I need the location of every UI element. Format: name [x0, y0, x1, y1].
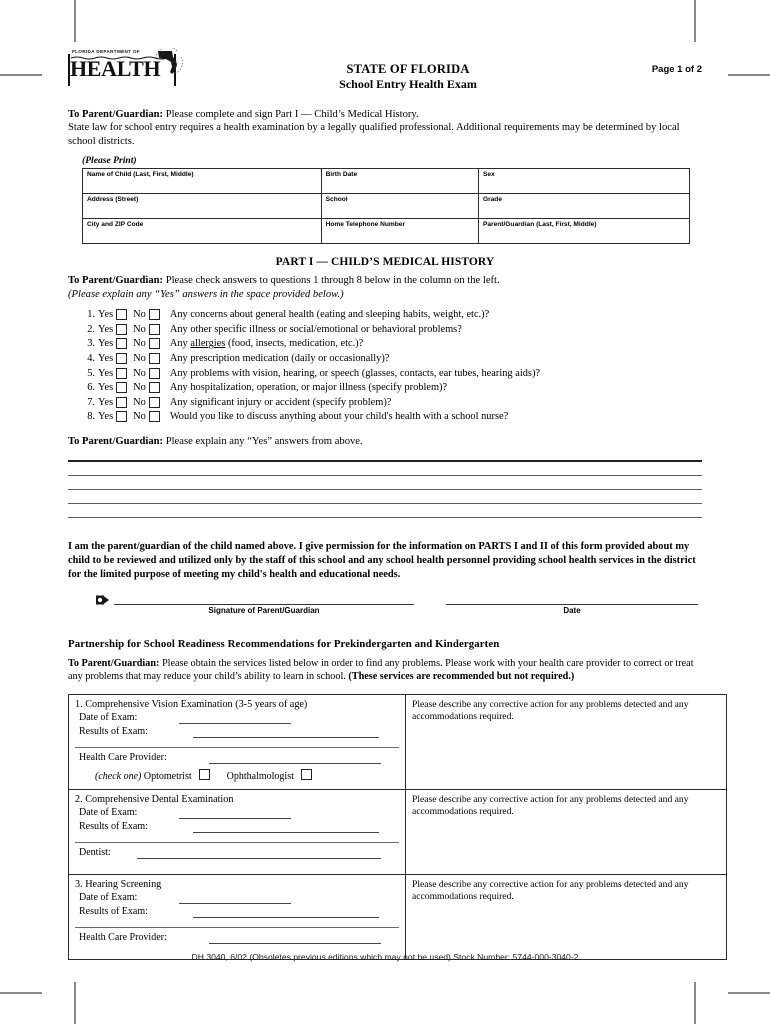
yes-label: Yes	[98, 411, 114, 423]
question-number: 4.	[87, 352, 95, 364]
question-number: 6.	[87, 382, 95, 394]
question-number: 2.	[87, 323, 95, 335]
question-1-no-checkbox[interactable]	[149, 309, 160, 320]
results-of-exam-label: Results of Exam:	[79, 905, 148, 917]
date-line[interactable]	[446, 604, 698, 605]
question-2-no-checkbox[interactable]	[149, 324, 160, 335]
table-row	[83, 219, 690, 244]
question-6-yes-checkbox[interactable]	[116, 382, 127, 393]
question-text: Any hospitalization, operation, or major illness (specify problem)?	[169, 382, 448, 394]
question-text: Any problems with vision, hearing, or speech (glasses, contacts, ear tubes, hearing aids)?	[169, 367, 541, 379]
explanation-line-1[interactable]	[68, 460, 702, 461]
question-row-5	[78, 366, 702, 381]
question-8-no-checkbox[interactable]	[149, 411, 160, 422]
page-header	[68, 44, 702, 92]
intro-lead-line	[68, 108, 702, 121]
partnership-title: Partnership for School Readiness Recommendations for Prekindergarten and Kindergarten	[68, 638, 500, 651]
ophthalmologist-label: Ophthalmologist	[226, 770, 294, 782]
question-text-underlined: allergies	[190, 338, 226, 350]
question-row-3	[78, 337, 702, 352]
intro-lead-rest: Please complete and sign Part I — Child’s Medical History.	[163, 109, 419, 120]
no-label: No	[133, 396, 146, 408]
dental-corrective-action-cell[interactable]: Please describe any corrective action for any problems detected and any accommodations required.	[406, 789, 727, 874]
intro-lead-bold: To Parent/Guardian:	[68, 109, 164, 120]
vision-exam-heading: 1. Comprehensive Vision Examination (3-5 years of age)	[75, 698, 308, 710]
yes-label: Yes	[98, 338, 114, 350]
part-one-lead-rest: Please check answers to questions 1 through 8 below in the column on the left.	[163, 275, 500, 287]
florida-state-outline-icon	[154, 48, 184, 76]
question-row-7	[78, 395, 702, 410]
part-one-lead-line	[68, 274, 702, 288]
pointing-hand-icon	[96, 595, 109, 605]
field-parent-guardian-name[interactable]: Parent/Guardian (Last, First, Middle)	[478, 219, 689, 244]
date-of-exam-label: Date of Exam:	[79, 891, 138, 903]
service-row-hearing	[69, 874, 727, 959]
medical-history-question-list	[78, 307, 702, 424]
question-text: Any other specific illness or social/emotional or behavioral problems?	[169, 323, 462, 335]
question-2-yes-checkbox[interactable]	[116, 324, 127, 335]
crop-mark-bottom-right-vertical	[694, 982, 696, 1024]
dental-date-of-exam-row	[75, 807, 399, 821]
question-number: 5.	[87, 367, 95, 379]
signature-line[interactable]	[114, 604, 414, 605]
hearing-results-input[interactable]	[193, 917, 379, 918]
service-row-vision	[69, 694, 727, 789]
question-row-2	[78, 322, 702, 337]
question-number: 1.	[87, 309, 95, 321]
vision-exam-cell	[69, 694, 406, 789]
logo-health-text: HEALTH	[70, 56, 161, 81]
field-address[interactable]: Address (Street)	[83, 194, 322, 219]
hearing-provider-row	[75, 932, 399, 946]
question-text: Any concerns about general health (eating and sleeping habits, weight, etc.)?	[169, 309, 490, 321]
yes-label: Yes	[98, 309, 114, 321]
header-title-block	[228, 62, 588, 92]
explain-lead-bold: To Parent/Guardian:	[68, 436, 164, 448]
question-3-yes-checkbox[interactable]	[116, 338, 127, 349]
no-label: No	[133, 382, 146, 394]
crop-mark-top-left-horizontal	[0, 74, 42, 76]
question-4-no-checkbox[interactable]	[149, 353, 160, 364]
part-one-note: (Please explain any “Yes” answers in the space provided below.)	[68, 288, 344, 300]
vision-extra-line[interactable]	[75, 747, 399, 748]
vision-date-of-exam-row	[75, 712, 399, 726]
no-label: No	[133, 367, 146, 379]
hearing-corrective-action-cell[interactable]: Please describe any corrective action for any problems detected and any accommodations required.	[406, 874, 727, 959]
form-title: School Entry Health Exam	[339, 77, 477, 91]
hearing-screening-cell	[69, 874, 406, 959]
vision-corrective-action-cell[interactable]: Please describe any corrective action for any problems detected and any accommodations required.	[406, 694, 727, 789]
question-text: Any prescription medication (daily or occasionally)?	[169, 352, 390, 364]
yes-label: Yes	[98, 352, 114, 364]
question-row-1	[78, 307, 702, 322]
partnership-lead-rest: Please obtain the services listed below in order to find any problems. Please work with your health care provider to correct or treat any problems that may reduce your child’s ability to learn in school.	[68, 658, 694, 683]
question-number: 8.	[87, 411, 95, 423]
dental-results-input[interactable]	[193, 832, 379, 833]
dental-extra-line[interactable]	[75, 842, 399, 843]
crop-mark-top-left-vertical	[74, 0, 76, 42]
partnership-instruction	[68, 657, 702, 683]
dentist-label: Dentist:	[79, 846, 111, 858]
field-sex[interactable]: Sex	[478, 169, 689, 194]
question-row-4	[78, 351, 702, 366]
question-3-no-checkbox[interactable]	[149, 338, 160, 349]
partnership-lead-bold-tail: (These services are recommended but not required.)	[348, 671, 575, 683]
intro-block	[68, 108, 702, 148]
part-one-title: PART I — CHILD’S MEDICAL HISTORY	[275, 256, 495, 269]
ophthalmologist-checkbox[interactable]	[301, 769, 312, 780]
question-4-yes-checkbox[interactable]	[116, 353, 127, 364]
question-number: 3.	[87, 338, 95, 350]
dentist-input[interactable]	[137, 858, 381, 859]
question-8-yes-checkbox[interactable]	[116, 411, 127, 422]
explanation-line-5[interactable]	[68, 517, 702, 518]
question-number: 7.	[87, 396, 95, 408]
dental-exam-heading: 2. Comprehensive Dental Examination	[75, 793, 234, 805]
question-1-yes-checkbox[interactable]	[116, 309, 127, 320]
field-grade[interactable]: Grade	[478, 194, 689, 219]
explanation-line-3[interactable]	[68, 489, 702, 490]
crop-mark-bottom-left-vertical	[74, 982, 76, 1024]
explanation-line-2[interactable]	[68, 475, 702, 476]
consent-statement: I am the parent/guardian of the child named above. I give permission for the information on PARTS I and II of this form provided about my child to be reviewed and utilized only by the staff of this school and any school health personnel providing school health services in the district for the limited purpose of meeting my child's health and educational needs.	[68, 540, 696, 580]
results-of-exam-label: Results of Exam:	[79, 725, 148, 737]
question-text: Any significant injury or accident (specify problem)?	[169, 396, 392, 408]
field-birth-date[interactable]: Birth Date	[321, 169, 478, 194]
dental-results-row	[75, 821, 399, 835]
vision-results-input[interactable]	[193, 737, 379, 738]
health-care-provider-label: Health Care Provider:	[79, 931, 167, 943]
no-label: No	[133, 338, 146, 350]
table-row	[83, 194, 690, 219]
yes-label: Yes	[98, 323, 114, 335]
question-5-yes-checkbox[interactable]	[116, 368, 127, 379]
optometrist-label: Optometrist	[143, 770, 192, 782]
explain-lead-rest: Please explain any “Yes” answers from above.	[163, 436, 363, 448]
crop-mark-bottom-right-horizontal	[728, 992, 770, 994]
no-label: No	[133, 323, 146, 335]
question-text-before: Any	[169, 338, 191, 350]
health-care-provider-label: Health Care Provider:	[79, 751, 167, 763]
signature-caption: Signature of Parent/Guardian	[208, 606, 320, 616]
vision-results-row	[75, 726, 399, 740]
explanation-write-in-area[interactable]	[68, 460, 702, 517]
question-7-no-checkbox[interactable]	[149, 397, 160, 408]
recommended-services-table	[68, 694, 727, 960]
hearing-provider-input[interactable]	[209, 943, 381, 944]
dental-exam-cell	[69, 789, 406, 874]
no-label: No	[133, 309, 146, 321]
question-text: Would you like to discuss anything about your child's health with a school nurse?	[169, 411, 509, 423]
date-caption: Date	[563, 606, 581, 616]
hearing-screening-heading: 3. Hearing Screening	[75, 878, 162, 890]
florida-department-of-health-logo	[68, 48, 186, 88]
hearing-extra-line[interactable]	[75, 927, 399, 928]
vision-provider-type-row	[75, 769, 399, 784]
logo-department-text: FLORIDA DEPARTMENT OF	[72, 49, 141, 54]
part-one-lead-bold: To Parent/Guardian:	[68, 275, 164, 287]
signature-row	[68, 594, 702, 620]
crop-mark-top-right-vertical	[694, 0, 696, 42]
intro-body: State law for school entry requires a health examination by a legally qualified professional. Additional requirements may be determined by local school districts.	[68, 122, 680, 147]
optometrist-checkbox[interactable]	[199, 769, 210, 780]
please-print-label: (Please Print)	[82, 155, 137, 167]
no-label: No	[133, 411, 146, 423]
part-one-intro	[68, 274, 702, 301]
explanation-line-4[interactable]	[68, 503, 702, 504]
vision-provider-row	[75, 752, 399, 766]
yes-label: Yes	[98, 396, 114, 408]
vision-date-of-exam-input[interactable]	[179, 723, 291, 724]
question-row-6	[78, 380, 702, 395]
hearing-date-of-exam-row	[75, 892, 399, 906]
page-indicator: Page 1 of 2	[651, 64, 702, 75]
vision-provider-input[interactable]	[209, 763, 381, 764]
hearing-date-of-exam-input[interactable]	[179, 903, 291, 904]
form-page	[68, 44, 702, 974]
question-text-after: (food, insects, medication, etc.)?	[225, 338, 364, 350]
dentist-row	[75, 847, 399, 861]
question-6-no-checkbox[interactable]	[149, 382, 160, 393]
yes-label: Yes	[98, 367, 114, 379]
question-7-yes-checkbox[interactable]	[116, 397, 127, 408]
dental-date-of-exam-input[interactable]	[179, 818, 291, 819]
child-information-table	[82, 168, 690, 244]
question-text	[160, 338, 363, 349]
question-row-8	[78, 410, 702, 425]
date-of-exam-label: Date of Exam:	[79, 711, 138, 723]
hearing-results-row	[75, 906, 399, 920]
check-one-label: (check one)	[95, 770, 142, 782]
crop-mark-bottom-left-horizontal	[0, 992, 42, 994]
explain-instruction	[68, 436, 702, 447]
state-title: STATE OF FLORIDA	[346, 62, 470, 76]
form-footer: DH 3040, 6/02 (Obsoletes previous editions which may not be used) Stock Number: 5744-000-3040-2	[191, 952, 579, 962]
date-of-exam-label: Date of Exam:	[79, 806, 138, 818]
field-city-zip[interactable]: City and ZIP Code	[83, 219, 322, 244]
field-home-telephone[interactable]: Home Telephone Number	[321, 219, 478, 244]
yes-label: Yes	[98, 382, 114, 394]
service-row-dental	[69, 789, 727, 874]
no-label: No	[133, 352, 146, 364]
crop-mark-top-right-horizontal	[728, 74, 770, 76]
partnership-lead-bold: To Parent/Guardian:	[68, 658, 160, 670]
table-row	[83, 169, 690, 194]
question-5-no-checkbox[interactable]	[149, 368, 160, 379]
field-school[interactable]: School	[321, 194, 478, 219]
results-of-exam-label: Results of Exam:	[79, 820, 148, 832]
field-name-of-child[interactable]: Name of Child (Last, First, Middle)	[83, 169, 322, 194]
